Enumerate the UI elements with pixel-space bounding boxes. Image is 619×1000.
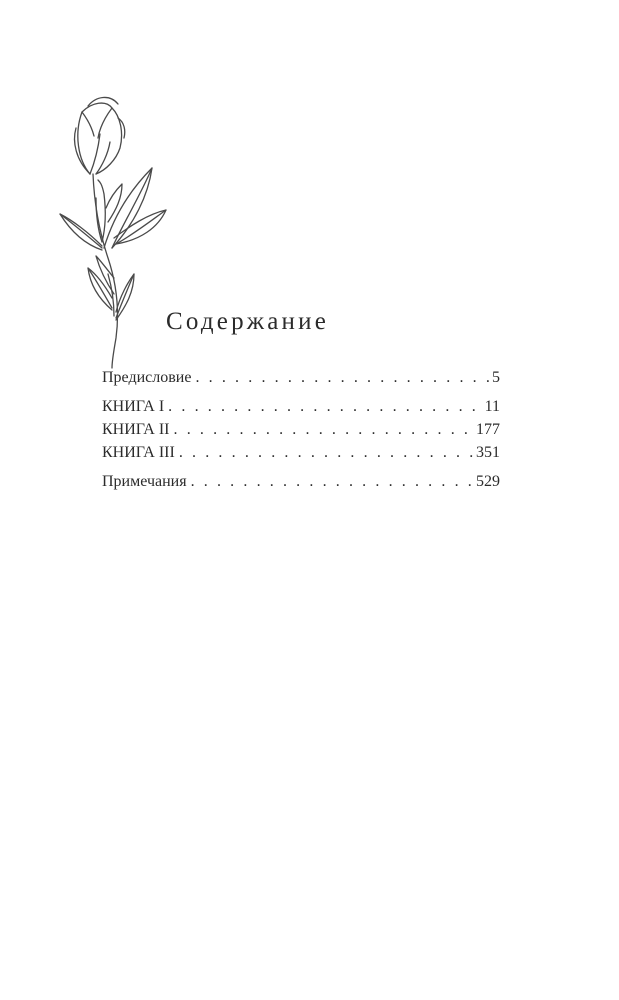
toc-entry-notes[interactable] <box>102 471 500 494</box>
toc-entry-label: Примечания <box>102 473 187 490</box>
toc-entry-page: 351 <box>476 444 500 461</box>
toc-entry-book-2[interactable] <box>102 419 500 442</box>
toc-entry-label: КНИГА III <box>102 444 175 461</box>
toc-entry-page: 177 <box>476 421 500 438</box>
toc-entry-page: 11 <box>484 398 500 415</box>
toc-entry-label: КНИГА II <box>102 421 170 438</box>
toc-entry-label: КНИГА I <box>102 398 165 415</box>
toc-entry-preface[interactable] <box>102 367 500 390</box>
toc-entry-label: Предисловие <box>102 369 192 386</box>
toc-entry-page: 5 <box>492 369 500 386</box>
toc-entry-book-3[interactable] <box>102 442 500 465</box>
table-of-contents <box>102 367 500 494</box>
tulip-flower-icon <box>52 98 172 368</box>
toc-entry-book-1[interactable] <box>102 396 500 419</box>
dot-leader <box>179 442 473 464</box>
dot-leader <box>168 396 481 418</box>
dot-leader <box>195 367 489 389</box>
dot-leader <box>191 471 473 493</box>
dot-leader <box>174 419 474 441</box>
page-title: Содержание <box>166 308 329 335</box>
toc-entry-page: 529 <box>476 473 500 490</box>
